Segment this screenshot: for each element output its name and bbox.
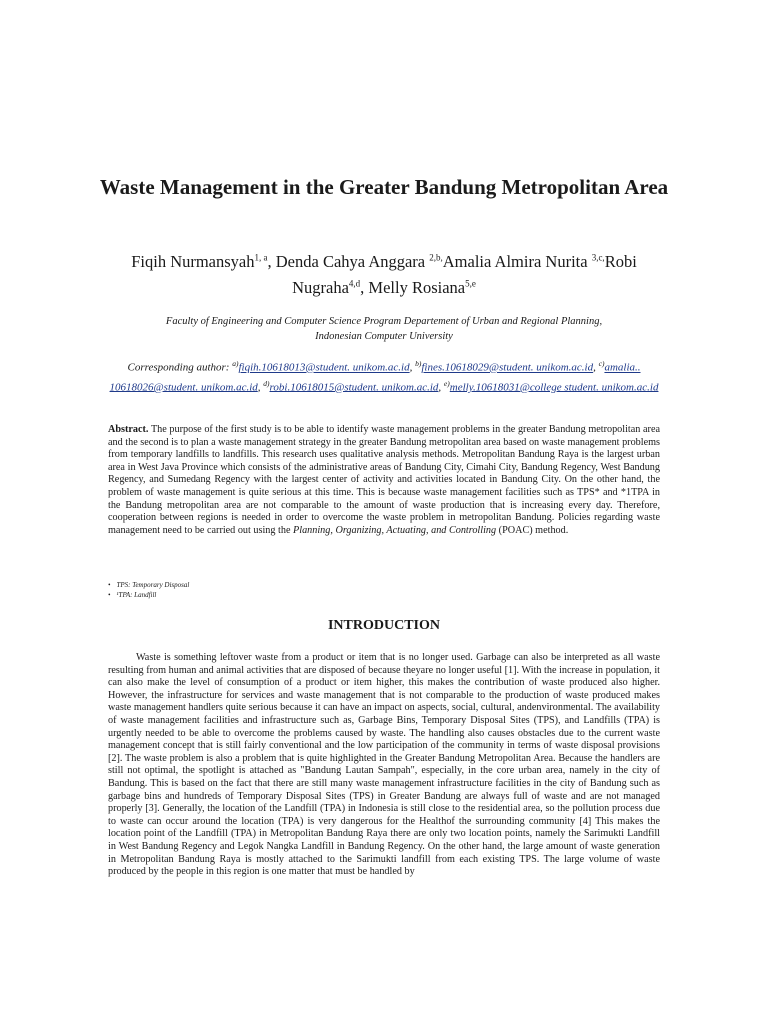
abstract-text: The purpose of the first study is to be able to identify waste management problems in the greater Bandung metropolitan area and the second is to plan a waste management strategy in the greater Bandung metropolitan area based on waste management problems from temporary landfills to landfills. This research uses qualitative analysis methods. Metropolitan Bandung Raya is the largest urban area in West Java Province which consists of the administrative areas of Bandung City, Cimahi City, Bandung Regency, West Bandung Regency, and Sumedang Regency with the largest center of activity and activities located in Bandung City. On the other hand, the problem of waste management is quite serious at this time. This is because waste management facilities such as TPS* and *1TPA in the Bandung metropolitan area are not comparable to the amount of waste production that is increasing every day. Therefore, cooperation between regions is needed in order to overcome the waste problem in metropolitan Bandung. Policies regarding waste management need to be carried out using the: [108, 424, 660, 536]
author-list: [95, 246, 673, 299]
introduction-body: Waste is something leftover waste from a product or item that is no longer used. Garbage can also be interpreted as all waste resulting from human and animal activities that are disposed of because theyare no longer useful [1]. With the increase in population, it can also make the level of consumption of a product or item higher, this makes the contribution of waste produced also higher. However, the infrastructure for services and waste management that is not comparable to the production of waste produced makes waste management handlers quite serious because it can have an impact on aspects, social, cultural, andenvironmental. The availability of waste management facilities and infrastructure such as, Garbage Bins, Temporary Disposal Sites (TPS), and Landfills (TPA) is urgently needed to be able to overcome the problems caused by waste. The handling also causes obstacles due to the current waste management concept that is still fairly conventional and the low participation of the community in terms of waste disposal provisions [2]. The waste problem is also a problem that is quite highlighted in the Greater Bandung Metropolitan Area. Because the handlers are still not optimal, the spotlight is attached as "Bandung Lautan Sampah", especially, in the core urban area, namely in the city of Bandung. This is based on the fact that there are still many waste management infrastructure facilities in the city of Bandung such as garbage bins and hundreds of Temporary Disposal Sites (TPS) in Greater Bandung are always full of waste and are not managed properly [3]. Generally, the location of the Landfill (TPA) in Indonesia is still close to the residential area, so the pollution process due to waste can occur around the location (TPA) is very dangerous for the Healthof the surrounding community [4] This makes the location point of the Landfill (TPA) in Metropolitan Bandung Raya there are only two location points, namely the Sarimukti Landfill in West Bandung Regency and Legok Nangka Landfill in Bandung Regency. On the other hand, the large amount of waste generation in Metropolitan Bandung Raya is mostly attached to the Sarimukti landfill from each existing TPS. The large volume of waste produced by the people in this region is one matter that must be handled by: [108, 652, 660, 878]
email-link[interactable]: robi.10618015@student. unikom.ac.id: [269, 381, 439, 394]
paper-title: Waste Management in the Greater Bandung Metropolitan Area: [99, 175, 669, 199]
corresponding-authors: Corresponding author: $^{a)}$fiqih.10618013@student. unikom.ac.id, $^{b)}$fines.10618029@student. unikom.ac.id, $^{c)}$amalia.. 10618026@student. unikom.ac.id, $^{d)}$robi.10618015@student. unikom.ac.id, $^{e)}$melly.10618031@college student. unikom.ac.id: [109, 359, 659, 394]
author: Melly Rosiana$^{5,e}$: [368, 278, 476, 297]
footnote: • ¹TPA: Landfill: [108, 591, 157, 599]
email-link[interactable]: melly.10618031@college student. unikom.ac.id: [449, 381, 659, 394]
author: Robi Nugraha$^{4,d}$,: [292, 251, 637, 297]
abstract-label: Abstract.: [108, 424, 149, 435]
author: Amalia Almira Nurita $^{3,c,}$: [442, 251, 605, 271]
author: Fiqih Nurmansyah$^{1, a}$,: [131, 251, 276, 271]
author: Denda Cahya Anggara $^{2,b,}$: [275, 251, 443, 271]
affiliation-line: Indonesian Computer University: [315, 331, 453, 342]
abstract-method: Planning, Organizing, Actuating, and Controlling: [293, 524, 497, 536]
email-link[interactable]: fiqih.10618013@student. unikom.ac.id: [238, 361, 410, 374]
email-link[interactable]: amalia.. 10618026@student. unikom.ac.id: [109, 361, 641, 394]
abstract: Abstract. The purpose of the first study is to be able to identify waste management problems in the greater Bandung metropolitan area and the second is to plan a waste management strategy in the greater Bandung metropolitan area based on waste management problems from temporary landfills to landfills. This research uses qualitative analysis methods. Metropolitan Bandung Raya is the largest urban area in West Java Province which consists of the administrative areas of Bandung City, Cimahi City, Bandung Regency, West Bandung Regency, and Sumedang Regency with the largest center of activity and activities located in Bandung City. On the other hand, the problem of waste management is quite serious at this time. This is because waste management facilities such as TPS* and *1TPA in the Bandung metropolitan area are not comparable to the amount of waste production that is increasing every day. Therefore, cooperation between regions is needed in order to overcome the waste problem in metropolitan Bandung. Policies regarding waste management need to be carried out using the Planning, Organizing, Actuating, and Controlling (POAC) method.: [108, 424, 660, 536]
corresponding-label: Corresponding author:: [127, 361, 233, 374]
affiliation-line: Faculty of Engineering and Computer Science Program Departement of Urban and Regional Planning,: [165, 316, 603, 327]
email-link[interactable]: fines.10618029@student. unikom.ac.id: [421, 361, 594, 374]
section-heading: INTRODUCTION: [327, 618, 440, 633]
affiliation: [100, 314, 668, 344]
footnote: • TPS: Temporary Disposal: [108, 581, 190, 589]
footnotes: [108, 580, 508, 600]
